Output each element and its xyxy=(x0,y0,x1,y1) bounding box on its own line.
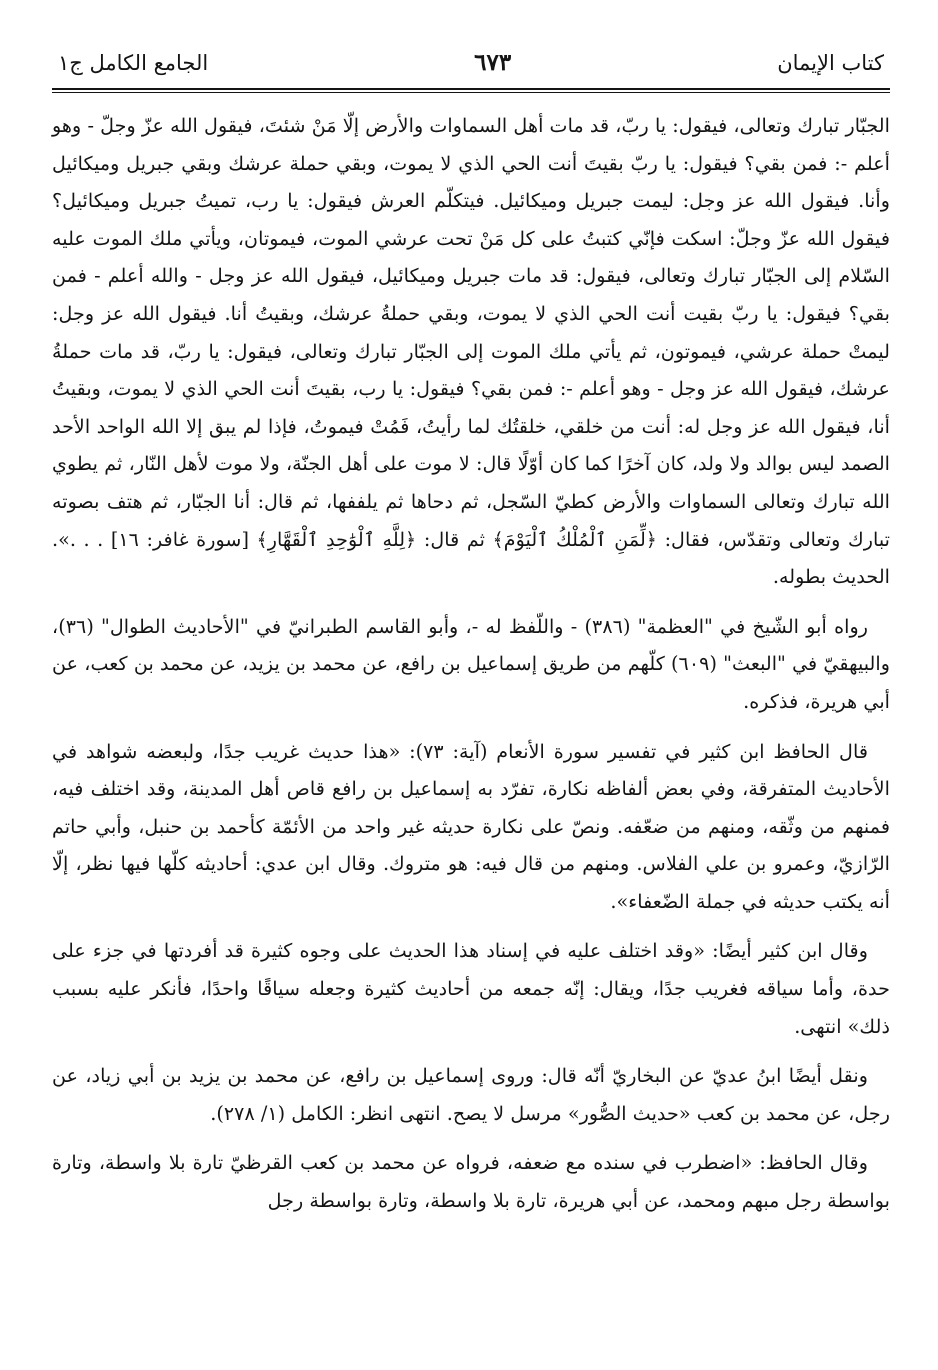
page-number: ٦٧٣ xyxy=(474,49,512,76)
paragraph-ibn-kathir-2: وقال ابن كثير أيضًا: «وقد اختلف عليه في إسناد هذا الحديث على وجوه كثيرة قد أفردتها في جزء على حدة، وأما سياقه فغريب جدًا، ويقال: إنّه جمعه من أحاديث كثيرة وجعله سياقًا واحدًا، فأنكر عليه بسبب ذلك» انتهى. xyxy=(52,939,890,1038)
series-title: الجامع الكامل ج١ xyxy=(58,51,209,75)
book-page xyxy=(52,40,890,1220)
paragraph-takhrij: رواه أبو الشّيخ في "العظمة" (٣٨٦) - واللّفظ له -، وأبو القاسم الطبرانيّ في "الأحاديث الطوال" (٣٦)، والبيهقيّ في "البعث" (٦٠٩) كلّهم من طريق إسماعيل بن رافع، عن محمد بن يزيد، عن محمد بن كعب، عن أبي هريرة، فذكره. xyxy=(52,614,890,713)
paragraph-ibn-adi: ونقل أيضًا ابنُ عديّ عن البخاريّ أنّه قال: وروى إسماعيل بن رافع، عن محمد بن يزيد بن أبي زياد، عن رجل، عن محمد بن كعب «حديث الصُّور» مرسل لا يصح. انتهى انظر: الكامل (١/ ٢٧٨). xyxy=(52,1064,890,1125)
book-title: كتاب الإيمان xyxy=(777,51,884,75)
paragraph-al-hafiz: وقال الحافظ: «اضطرب في سنده مع ضعفه، فرواه عن محمد بن كعب القرظيّ تارة بلا واسطة، وتارة بواسطة رجل مبهم ومحمد، عن أبي هريرة، تارة بلا واسطة، وتارة بواسطة رجل xyxy=(52,1151,890,1213)
running-header xyxy=(52,40,890,86)
header-rule-thick xyxy=(52,88,890,90)
paragraph-hadith-text: الجبّار تبارك وتعالى، فيقول: يا ربّ، قد مات أهل السماوات والأرض إلّا مَنْ شئتَ، فيقول الله عزّ وجلّ - وهو أعلم -: فمن بقي؟ فيقول: يا ربّ بقيتَ أنت الحي الذي لا يموت، وبقي حملة عرشك وبقي جبريل وميكائيل وأنا. فيقول الله عز وجل: ليمت جبريل وميكائيل. فيتكلّم العرش فيقول: يا رب، تميتُ جبريل وميكائيل؟ فيقول الله عزّ وجلّ: اسكت فإنّي كتبتُ على كل مَنْ تحت عرشي الموت، فيموتان، ويأتي ملك الموت عليه السّلام إلى الجبّار تبارك وتعالى، فيقول: قد مات جبريل وميكائيل، فيقول الله عز وجل - والله أعلم - فمن بقي؟ فيقول: يا ربّ بقيت أنت الحي الذي لا يموت، وبقي حملةُ عرشك، وبقيتُ أنا. فيقول الله عز وجل: ليمتْ حملة عرشي، فيموتون، ثم يأتي ملك الموت إلى الجبّار تبارك وتعالى، فيقول: يا ربّ، قد مات حملةُ عرشك، فيقول الله عز وجل - وهو أعلم -: فمن بقي؟ فيقول: يا رب، بقيتَ أنت الحي الذي لا يموت، وبقيتُ أنا، فيقول الله عز وجل له: أنت من خلقي، خلقتُك لما رأيتُ، فَمُتْ فيموتُ، فإذا لم يبق إلا الله الواحد الأحد الصمد ليس بوالد ولا ولد، كان آخرًا كما كان أوّلًا قال: لا موت على أهل الجنّة، ولا موت لأهل النّار، ثم يطوي الله تبارك وتعالى السماوات والأرض كطيّ السّجل، ثم دحاها ثم يلففها، ثم قال: أنا الجبّار، ثم هتف بصوته تبارك وتعالى وتقدّس، فقال: ﴿لِّمَنِ ٱلْمُلْكُ ٱلْيَوْمَ﴾ ثم قال: ﴿لِلَّهِ ٱلْوَٰحِدِ ٱلْقَهَّارِ﴾ [سورة غافر: ١٦] . . .». الحديث بطوله. xyxy=(52,114,890,589)
header-rule-thin xyxy=(52,92,890,93)
page-body xyxy=(52,107,890,1220)
paragraph-ibn-kathir-1: قال الحافظ ابن كثير في تفسير سورة الأنعام (آية: ٧٣): «هذا حديث غريب جدًا، ولبعضه شواهد في الأحاديث المتفرقة، وفي بعض ألفاظه نكارة، تفرّد به إسماعيل بن رافع قاص أهل المدينة، وقد اختلف فيه، فمنهم من وثّقه، ومنهم من ضعّفه. ونصّ على نكارة حديثه غير واحد من الأئمّة كأحمد بن حنبل، وأبي حاتم الرّازيّ، وعمرو بن علي الفلاس. ومنهم من قال فيه: هو متروك. وقال ابن عدي: أحاديثه كلّها فيها نظر، إلّا أنه يكتب حديثه في جملة الضّعفاء». xyxy=(52,739,890,913)
